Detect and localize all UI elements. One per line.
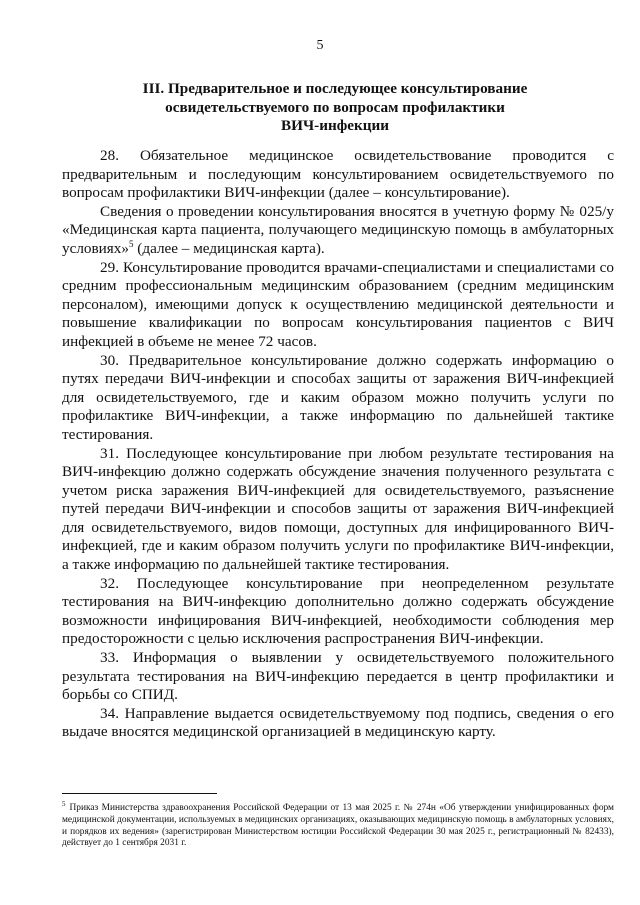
paragraph-29: 29. Консультирование проводится врачами-специалистами и специалистами со средним профессиональным медицинским образованием (средним медицинским персоналом), имеющими допуск к осуществлению медицинской деятельности и повышение квалификации по вопросам консультирования пациентов с ВИЧ инфекцией в объеме не менее 72 часов. bbox=[62, 258, 614, 350]
footnote-text: Приказ Министерства здравоохранения Российской Федерации от 13 мая 2025 г. № 274н «Об утверждении унифицированных форм медицинской документации, используемых в медицинских организациях, оказывающих медицинскую помощь в амбулаторных условиях, и порядков их ведения» (зарегистрирован Министерством юстиции Российской Федерации 30 мая 2025 г., регистрационный № 82433), действует до 1 сентября 2031 г. bbox=[62, 803, 614, 849]
paragraph-record-info bbox=[62, 203, 614, 259]
paragraph-34: 34. Направление выдается освидетельствуемому под подпись, сведения о его выдаче вносятся медицинской организацией в медицинскую карту. bbox=[62, 704, 614, 741]
section-heading-line-1: III. Предварительное и последующее консультирование bbox=[142, 80, 528, 97]
paragraph-30: 30. Предварительное консультирование должно содержать информацию о путях передачи ВИЧ-инфекции и способах защиты от заражения ВИЧ-инфекцией для освидетельствуемого, где и каким образом можно получить услуги по профилактике ВИЧ-инфекции, а также информацию по дальнейшей тактике тестирования. bbox=[62, 351, 614, 443]
paragraph-31: 31. Последующее консультирование при любом результате тестирования на ВИЧ-инфекцию должно содержать обсуждение значения полученного результата с учетом риска заражения ВИЧ-инфекцией для освидетельствуемого, разъяснение путей передачи ВИЧ-инфекции и способов защиты от заражения ВИЧ-инфекцией для освидетельствуемого, видов помощи, доступных для инфицированного ВИЧ-инфекцией, где и каким образом получить услуги по профилактике ВИЧ-инфекции, а также информацию по дальнейшей тактике тестирования. bbox=[62, 444, 614, 574]
document-body bbox=[62, 147, 614, 742]
section-heading bbox=[120, 80, 550, 136]
footnote-mark: 5 bbox=[62, 799, 66, 808]
paragraph-record-info-text: Сведения о проведении консультирования вносятся в учетную форму № 025/у «Медицинская карта пациента, получающего медицинскую помощь в амбулаторных условиях» bbox=[62, 202, 614, 257]
paragraph-record-info-tail: (далее – медицинская карта). bbox=[133, 239, 325, 257]
paragraph-32: 32. Последующее консультирование при неопределенном результате тестирования на ВИЧ-инфекцию дополнительно должно содержать обсуждение возможности инфицирования ВИЧ-инфекцией, необходимости соблюдения мер предосторожности с целью исключения распространения ВИЧ-инфекции. bbox=[62, 574, 614, 648]
footnote-separator bbox=[62, 793, 217, 794]
page-number: 5 bbox=[316, 38, 324, 53]
section-heading-line-3: ВИЧ-инфекции bbox=[281, 117, 389, 134]
paragraph-33: 33. Информация о выявлении у освидетельствуемого положительного результата тестирования на ВИЧ-инфекцию передается в центр профилактики и борьбы со СПИД. bbox=[62, 649, 614, 704]
paragraph-28: 28. Обязательное медицинское освидетельствование проводится с предварительным и последующим консультированием освидетельствуемого по вопросам профилактики ВИЧ-инфекции (далее – консультирование). bbox=[62, 147, 614, 202]
footnote bbox=[62, 799, 614, 850]
section-heading-line-2: освидетельствуемого по вопросам профилактики bbox=[165, 98, 505, 116]
footnote-reference: 5 bbox=[128, 238, 134, 249]
